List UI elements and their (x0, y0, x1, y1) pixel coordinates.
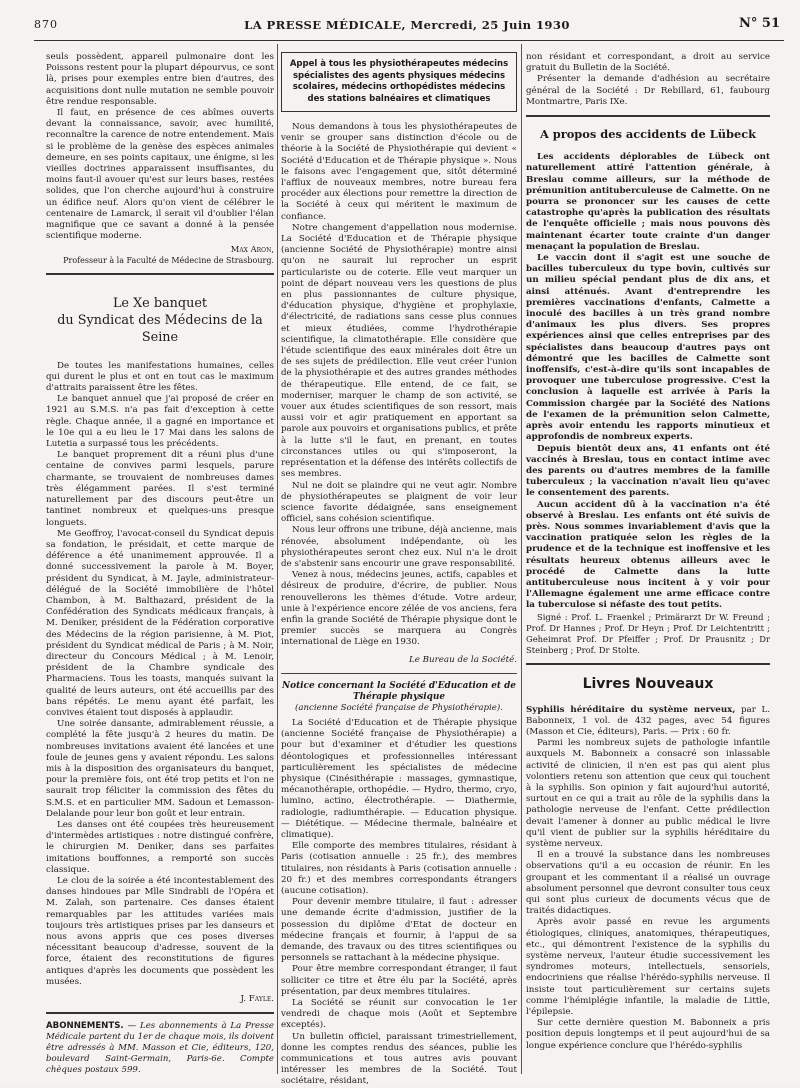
article-paragraph: Nul ne doit se plaindre qui ne veut agir. Nombre de physiothérapeutes se plaignent de voir leur science favorite dédaignée, sans enseignement officiel, sans cohésion scientifique. (281, 480, 517, 525)
article-paragraph: Nous leur offrons une tribune, déjà ancienne, mais rénovée, absolument indépendante, où les physiothérapeutes seront chez eux. Nul n'a le droit de s'abstenir sans encourir une grave responsabilité. (281, 525, 517, 569)
column-right (526, 52, 770, 1076)
article-paragraph: Les danses ont été coupées très heureusement d'intermèdes artistiques : notre distingué confrère, le chirurgien M. Deniker, dans ses parfaites imitations bouffonnes, a remporté son succès classique. (46, 819, 274, 875)
author-affiliation: Professeur à la Faculté de Médecine de Strasbourg. (63, 255, 274, 265)
section-rule (526, 663, 770, 665)
article-paragraph: non résidant et correspondant, a droit au service gratuit du Bulletin de la Société. (526, 52, 770, 74)
column-divider (521, 44, 522, 1074)
article-paragraph: Pour devenir membre titulaire, il faut : adresser une demande écrite d'admission, justifier de la possession du diplôme d'Etat de docteur en médecine français et fournir, à l'appui de sa demande, des travaux ou des titres scientifiques ou personnels se rattachant à la médecine physique. (281, 897, 517, 964)
article-paragraph: Après avoir passé en revue les arguments étiologiques, cliniques, anatomiques, thérapeutiques, etc., qui démontrent l'existence de la syphilis du système nerveux, l'auteur étudie successivement les syndromes moteurs, intellectuels, sensoriels, endocriniens que réalise l'hérédo-syphilis nerveuse. Il insiste tout particulièrement sur certains sujets comme l'hémiplégie infantile, la maladie de Little, l'épilepsie. (526, 917, 770, 1018)
article-paragraph: Le clou de la soirée a été incontestablement des danses hindoues par Mlle Sindrabli de l'Opéra et M. Zalah, son partenaire. Ces danses étaient remarquables par les attitudes variées mais toujours très artistiques prises par les danseurs et nous avons appris que ces poses diverses nécessitant beaucoup d'adresse, souvent de la force, étaient des reconstitutions de figures antiques d'après les documents que possèdent les musées. (46, 876, 274, 987)
abonnements-notice (46, 1021, 274, 1076)
abonnements-label: ABONNEMENTS. (46, 1021, 124, 1032)
article-paragraph: Sur cette dernière question M. Babonneix a pris position depuis longtemps et il peut aujourd'hui de sa longue expérience conclure que l'hérédo-syphilis (526, 1018, 770, 1051)
author-signature: Max Aron, (230, 244, 274, 255)
notice-subtitle: (ancienne Société française de Physiothérapie). (295, 702, 503, 713)
issue-date: Mercredi, 25 Juin 1930 (410, 18, 570, 32)
lubeck-signatories: Signé : Prof. L. Fraenkel ; Primärarzt Dr W. Freund ; Prof. Dr Hannes ; Prof. Dr Heyn ; Prof. Dr Leichtentritt ; Geheimrat Prof. Dr Pfeiffer ; Prof. Dr Prausnitz ; Dr Steinberg ; Prof. Dr Stolte. (526, 611, 770, 656)
book-title: Syphilis héréditaire du système nerveux, (526, 704, 736, 715)
article-paragraph: Pour être membre correspondant étranger, il faut solliciter ce titre et être élu par la Société, après présentation, par deux membres titulaires. (281, 964, 517, 997)
article-paragraph: Me Geoffroy, l'avocat-conseil du Syndicat depuis sa fondation, le présidait, et cette marque de déférence a été unanimement approuvée. Il a donné successivement la parole à M. Boyer, président du Syndicat, à M. Jayle, administrateur-délégué de la Société immobilière de l'hôtel Chambon, à M. Balthazard, président de la Confédération des Syndicats médicaux français, à M. Deniker, président de la Fédération corporative des Médecins de la région parisienne, à M. Piot, président du Syndicat médical de Paris ; à M. Noir, directeur du Concours Médical ; à M. Lenoir, président de la Chambre syndicale des Pharmaciens. Tous les toasts, manqués suivant la qualité de leurs auteurs, ont été accueillis par des bans répétés. Le menu ayant été parfait, les convives étaient tout disposés à applaudir. (46, 528, 274, 718)
article-paragraph: Elle comporte des membres titulaires, résidant à Paris (cotisation annuelle : 25 fr.), des membres titulaires, non résidants à Paris (cotisation annuelle : 20 fr.) et des membres correspondants étrangers (aucune cotisation). (281, 841, 517, 896)
appeal-box: Appel à tous les physiothérapeutes médecins spécialistes des agents physiques médecins scolaires, médecins orthopédistes médecins des stations balnéaires et climatiques (281, 52, 517, 112)
section-rule (281, 673, 517, 674)
notice-title: Notice concernant la Société d'Education et de Thérapie physique (282, 680, 516, 702)
banquet-signature: J. Fayle. (240, 994, 274, 1005)
column-left (46, 52, 274, 1076)
abonnements-text: — Les abonnements à La Presse Médicale partent du 1er de chaque mois, ils doivent être adressés à MM. Masson et Cie, éditeurs, 120, boulevard Saint-Germain, Paris-6e. Compte chèques postaux 599. (46, 1021, 274, 1076)
livres-heading: Livres Nouveaux (582, 676, 714, 693)
column-divider (277, 44, 278, 1074)
article-paragraph: Un bulletin officiel, paraissant trimestriellement, donne les comptes rendus des séances, publie les communications et tous autres avis pouvant intéresser les membres de la Société. Tout sociétaire, résidant, (281, 1031, 517, 1087)
article-paragraph: Une soirée dansante, admirablement réussie, a complété la fête jusqu'à 2 heures du matin. De nombreuses invitations avaient été lancées et une foule de jeunes gens y avaient répondu. Les salons mis à la disposition des organisateurs du banquet, pour la première fois, ont été trop petits et l'on ne saurait trop féliciter la commission des fêtes du S.M.S. et en particulier MM. Sadoun et Lemasson-Delalande pour leur bon goût et leur entrain. (46, 719, 274, 819)
bureau-signature: Le Bureau de la Société. (408, 654, 517, 665)
article-paragraph: Le vaccin dont il s'agit est une souche de bacilles tuberculeux du type bovin, cultivés sur un milieu spécial pendant plus de dix ans, et ainsi atténués. Avant d'entreprendre les premières vaccinations d'enfants, Calmette a inoculé des bacilles à un très grand nombre d'animaux les plus divers. Ses propres expériences ainsi que celles entreprises par des spécialistes dans beaucoup d'autres pays ont démontré que les bacilles de Calmette sont inoffensifs, c'est-à-dire qu'ils sont incapables de provoquer une tuberculose progressive. C'est la conclusion à laquelle est arrivée à Paris la Commission chargée par la Société des Nations de l'examen de la prémunition selon Calmette, après avoir entendu les rapports minutieux et approfondis de nombreux experts. (526, 253, 770, 443)
banquet-title-line-2: du Syndicat des Médecins de la Seine (57, 312, 263, 345)
article-paragraph: Il faut, en présence de ces abîmes ouverts devant la connaissance, savoir, avec humilité, reconnaître la carence de notre entendement. Mais si le problème de la genèse des espèces animales demeure, en ses points capitaux, une énigme, si les vieilles doctrines apparaissent insuffisantes, du moins faut-il avouer qu'est sur leurs bases, restées solides, que l'on cherche aujourd'hui à construire un édifice neuf. Alors qu'on vient de célébrer le centenaire de Lamarck, il serait vil d'oublier l'élan magnifique que ce savant a donné à la pensée scientifique moderne. (46, 108, 274, 242)
book-details: par L. Babonneix, 1 vol. de 432 pages, avec 54 figures (Masson et Cie, éditeurs), Paris. — Prix : 60 fr. (526, 704, 770, 737)
section-rule (526, 115, 770, 117)
article-paragraph: Le banquet annuel que j'ai proposé de créer en 1921 au S.M.S. n'a pas fait d'exception à cette règle. Chaque année, il a gagné en importance et le 10e qui a eu lieu le 17 Mai dans les salons de Lutetia a surpassé tous les précédents. (46, 394, 274, 450)
section-rule (46, 1012, 274, 1014)
header-rule (34, 40, 784, 41)
article-paragraph: seuls possèdent, appareil pulmonaire dont les Poissons restent pour la plupart dépourvus, ce sont là, prises pour exemples entre bien d'autres, des acquisitions dont nulle mutation ne semble pouvoir être rendue responsable. (46, 52, 274, 107)
article-paragraph: Depuis bientôt deux ans, 41 enfants ont été vaccinés à Breslau, tous en contact intime avec des parents ou d'autres membres de la famille tuberculeux ; la vaccination n'avait lieu qu'avec le consentement des parents. (526, 443, 770, 499)
journal-masthead (34, 18, 780, 32)
article-paragraph: Aucun accident dû à la vaccination n'a été observé à Breslau. Les enfants ont été suivis de près. Nous sommes invariablement d'avis que la vaccination pratiquée selon les règles de la prudence et de la technique est inoffensive et les résultats heureux obtenus ailleurs avec le procédé de Calmette dans la lutte antituberculeuse nous incitent à y voir pour l'Allemagne également une arme efficace contre la tuberculose si néfaste des tout petits. (526, 499, 770, 611)
article-paragraph: Nous demandons à tous les physiothérapeutes de venir se grouper sans distinction d'école ou de théorie à la Société de Physiothérapie qui devient « Société d'Education et de Thérapie physique ». Nous le faisons avec l'engagement que, sitôt déterminé l'afflux de nouveaux membres, notre bureau fera procéder aux élections pour remettre la direction de la Société à ceux qui méritent le maximum de confiance. (281, 122, 517, 222)
article-paragraph: Parmi les nombreux sujets de pathologie infantile auxquels M. Babonneix a consacré son inlassable activité de clinicien, il n'en est pas qui aient plus volontiers retenu son attention que ceux qui touchent à la syphilis. Son opinion y fait aujourd'hui autorité, surtout en ce qui a trait au rôle de la syphilis dans la pathologie nerveuse de l'enfant. Cette prédilection devait l'amener à donner au public médical le livre qu'il vient de publier sur la syphilis héréditaire du système nerveux. (526, 738, 770, 849)
article-paragraph: Venez à nous, médecins jeunes, actifs, capables et désireux de produire, d'écrire, de publier. Nous renouvellerons les thèmes d'étude. Votre ardeur, unie à l'expérience encore zélée de vos anciens, fera enfin la grande Société de Thérapie physique dont le premier succès se marquera au Congrès international de Liège en 1930. (281, 570, 517, 648)
page-number: 870 (34, 18, 58, 31)
article-paragraph: Les accidents déplorables de Lübeck ont naturellement attiré l'attention générale, à Breslau comme ailleurs, sur la méthode de prémunition antituberculeuse de Calmette. On ne pourra se prononcer sur les causes de cette catastrophe qu'après la publication des résultats de l'enquête officielle ; mais nous pouvons dès maintenant écarter toute crainte d'un danger menaçant la population de Breslau. (526, 152, 770, 252)
article-paragraph: La Société se réunit sur convocation le 1er vendredi de chaque mois (Août et Septembre exceptés). (281, 998, 517, 1031)
article-paragraph: La Société d'Education et de Thérapie physique (ancienne Société française de Physiothérapie) a pour but d'examiner et d'étudier les questions déontologiques et professionnelles intéressant particulièrement les spécialistes de médecine physique (Cinésithérapie : massages, gymnastique, mécanothérapie, orthopédie. — Hydro, thermo, cryo, lumino, actino, électrothérapie. — Diathermie, radiologie, radiumthérapie. — Education physique. — Diététique. — Médecine thermale, balnéaire et climatique). (281, 717, 517, 840)
article-paragraph: Notre changement d'appellation nous modernise. La Société d'Education et de Thérapie physique (ancienne Société de Physiothérapie) montre ainsi qu'on ne saurait lui reprocher un esprit particulariste ou de coterie. Elle veut marquer un point de départ nouveau vers les questions de plus en plus passionnantes de culture physique, d'éducation physique, d'hygiène et prophylaxie, d'électricité, de radiations sans cesse plus connues et mieux étudiées, comme l'hydrothérapie scientifique, la climatothérapie. Elle considère que l'étude scientifique des eaux minérales doit être un de ses sujets de prédilection. Elle veut créer l'union de la physiothérapie et des autres grandes méthodes de thérapeutique. Elle entend, de ce fait, se moderniser, marquer le champ de son activité, se vouer aux études scientifiques de son ressort, mais aussi voir et agir pratiquement en apportant sa parole aux pouvoirs et organisations publics, et prête à la lutte s'il le faut, en prenant, en toutes circonstances utiles ou qui s'imposeront, la représentation et la défense des intérêts collectifs de ses membres. (281, 222, 517, 480)
banquet-heading (46, 295, 274, 346)
lubeck-heading: A propos des accidents de Lübeck (539, 127, 757, 142)
journal-title: LA PRESSE MÉDICALE, (244, 18, 406, 32)
banquet-title-line-1: Le Xe banquet (112, 295, 208, 311)
article-paragraph: Le banquet proprement dit a réuni plus d'une centaine de convives parmi lesquels, parure charmante, se trouvaient de nombreuses dames très élégamment parées. Il s'est terminé naturellement par des discours peut-être un tantinet nombreux et quelques-uns presque longuets. (46, 450, 274, 528)
page-header (34, 12, 780, 38)
article-paragraph: Il en a trouvé la substance dans les nombreuses observations qu'il a eu occasion de réunir. En les groupant et les commentant il a réalisé un ouvrage absolument personnel que devront consulter tous ceux qui sont plus curieux de documents vécus que de traités didactiques. (526, 850, 770, 917)
article-paragraph: De toutes les manifestations humaines, celles qui durent le plus et ont en tout cas le maximum d'attraits paraissent être les fêtes. (46, 360, 274, 394)
article-paragraph: Présenter la demande d'adhésion au secrétaire général de la Société : Dr Rebillard, 61, faubourg Montmartre, Paris IXe. (526, 74, 770, 107)
book-reference (526, 705, 770, 739)
section-rule (46, 273, 274, 275)
issue-number: N° 51 (739, 16, 780, 31)
column-middle (281, 52, 517, 1087)
